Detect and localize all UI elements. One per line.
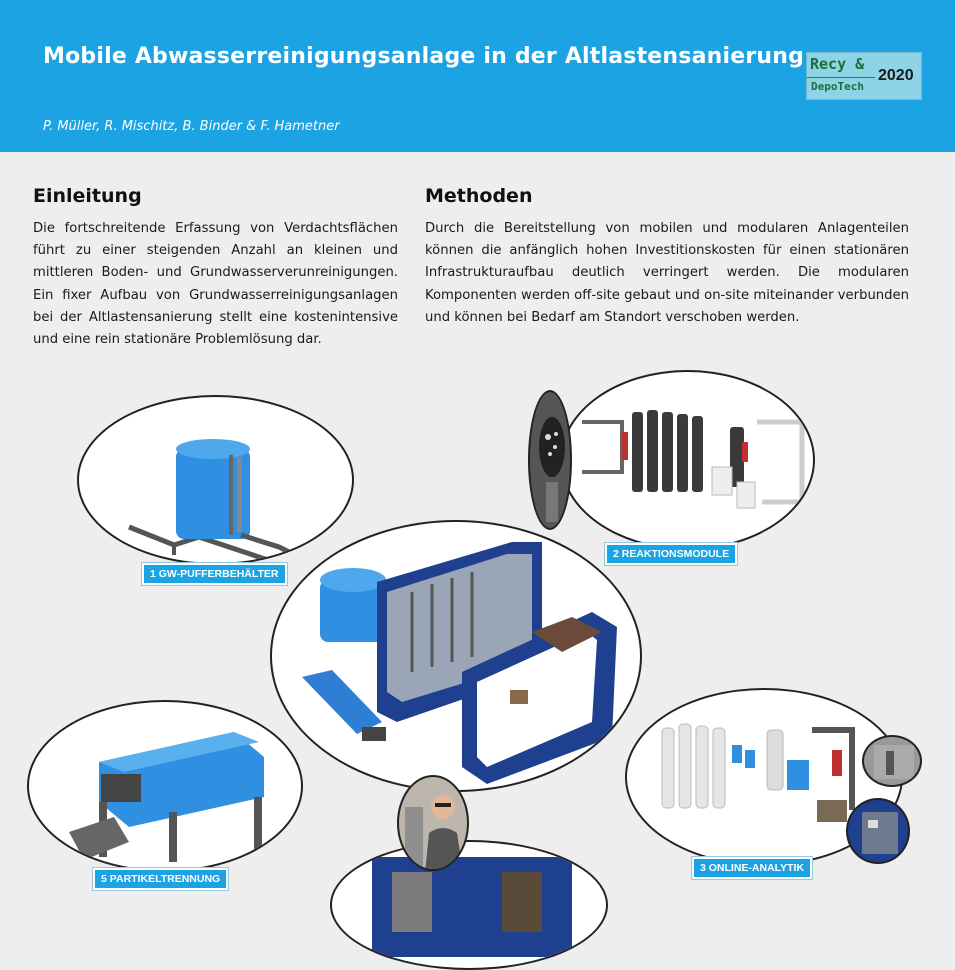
module-5-label: 5 PARTIKELTRENNUNG (93, 868, 228, 890)
particle-separator-illustration (29, 702, 303, 872)
poster-title: Mobile Abwasserreinigungsanlage in der Altlastensanierung (43, 44, 805, 69)
logo-line2: DepoTech (811, 80, 864, 93)
logo-year: 2020 (878, 67, 914, 84)
operator-photo (397, 775, 469, 871)
intro-text: Die fortschreitende Erfassung von Verdachtsflächen führt zu einer steigenden Anzahl an kleinen und mittleren Boden- und Grundwasserverunreinigungen. Ein fixer Aufbau von Grundwasserreinigungsanlagen bei der Altlastensanierung stellt eine kostenintensive und eine rein stationäre Problemlösung dar. (33, 221, 398, 348)
buffer-tank-illustration (79, 397, 354, 565)
methods-heading: Methoden (425, 185, 533, 207)
plant-overview-image (270, 520, 642, 792)
container-plant-illustration (272, 522, 642, 792)
reaction-modules-illustration (562, 372, 815, 550)
module-3-detail-image-bottom (846, 798, 910, 864)
poster-authors: P. Müller, R. Mischitz, B. Binder & F. Hametner (43, 119, 340, 134)
module-2-image (560, 370, 815, 550)
container-interior-illustration (332, 842, 608, 970)
module-2-label: 2 REAKTIONSMODULE (605, 543, 737, 565)
module-1-label: 1 GW-PUFFERBEHÄLTER (142, 563, 287, 585)
module-2-detail-image (528, 390, 572, 530)
module-1-image (77, 395, 354, 565)
module-3-label: 3 ONLINE-ANALYTIK (692, 857, 812, 879)
methods-text: Durch die Bereitstellung von mobilen und modularen Anlagenteilen können die anfänglich hohen Investitionskosten für einen stationären Infrastrukturaufbau deutlich verringert werden. Die modularen Komponenten werden off-site gebaut und on-site miteinander verbunden und können bei Bedarf am Standort verschoben werden. (425, 221, 909, 325)
module-3-detail-image-top (862, 735, 922, 787)
module-5-image (27, 700, 303, 872)
sensor-detail-illustration (864, 737, 922, 787)
cabinet-detail-illustration (848, 800, 910, 864)
bottom-container-image (330, 840, 608, 970)
filter-cartridge-illustration (530, 392, 572, 530)
logo-line1: Recy & (810, 55, 865, 73)
conference-logo (806, 52, 922, 100)
header-banner (0, 0, 955, 152)
intro-heading: Einleitung (33, 185, 142, 207)
